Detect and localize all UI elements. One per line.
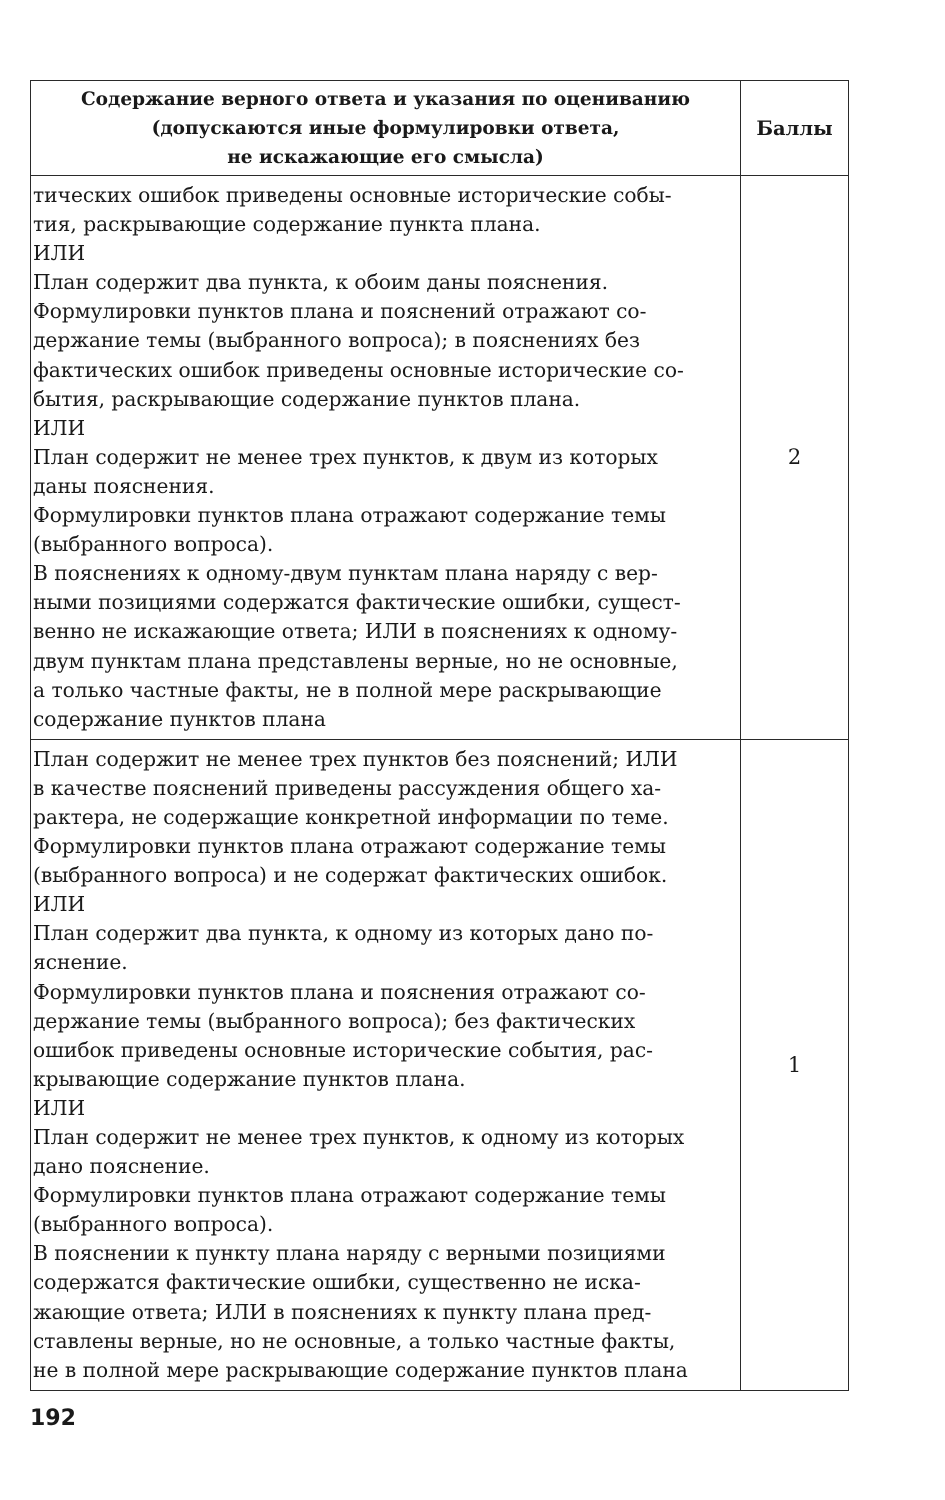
text-line: рактера, не содержащие конкретной информации по теме. bbox=[33, 804, 669, 829]
text-line: (выбранного вопроса). bbox=[33, 532, 274, 557]
text-line: содержатся фактические ошибки, существенно не иска- bbox=[33, 1270, 641, 1295]
text-line: держание темы (выбранного вопроса); без фактических bbox=[33, 1008, 636, 1033]
text-line: жающие ответа; ИЛИ в пояснениях к пункту плана пред- bbox=[33, 1299, 652, 1324]
header-points-cell: Баллы bbox=[741, 81, 849, 176]
table-row bbox=[31, 739, 849, 1390]
header-line: (допускаются иные формулировки ответа, bbox=[151, 117, 620, 139]
text-line: (выбранного вопроса) и не содержат фактических ошибок. bbox=[33, 863, 668, 888]
text-line: а только частные факты, не в полной мере раскрывающие bbox=[33, 677, 662, 702]
text-line: не в полной мере раскрывающие содержание пунктов плана bbox=[33, 1357, 688, 1382]
table-row bbox=[31, 176, 849, 740]
text-line: ставлены верные, но не основные, а только частные факты, bbox=[33, 1328, 676, 1353]
header-line: не искажающие его смысла) bbox=[227, 146, 544, 168]
grading-table bbox=[30, 80, 849, 1391]
text-line: План содержит не менее трех пунктов, к двум из которых bbox=[33, 444, 658, 469]
text-line: крывающие содержание пунктов плана. bbox=[33, 1066, 466, 1091]
text-line: ными позициями содержатся фактические ошибки, сущест- bbox=[33, 590, 681, 615]
text-line: План содержит два пункта, к одному из которых дано по- bbox=[33, 921, 654, 946]
text-line: План содержит не менее трех пунктов, к одному из которых bbox=[33, 1125, 685, 1149]
text-line: ИЛИ bbox=[33, 415, 86, 440]
text-line: В пояснениях к одному-двум пунктам плана наряду с вер- bbox=[33, 561, 658, 586]
text-line: венно не искажающие ответа; ИЛИ в пояснениях к одному- bbox=[33, 619, 678, 644]
text-line: Формулировки пунктов плана отражают содержание темы bbox=[33, 834, 666, 859]
score-cell: 1 bbox=[741, 739, 849, 1390]
text-line: содержание пунктов плана bbox=[33, 706, 326, 731]
text-line: ошибок приведены основные исторические события, рас- bbox=[33, 1037, 653, 1062]
text-line: Формулировки пунктов плана отражают содержание темы bbox=[33, 503, 666, 528]
text-line: План содержит не менее трех пунктов без пояснений; ИЛИ bbox=[33, 746, 678, 771]
text-line: бытия, раскрывающие содержание пунктов плана. bbox=[33, 386, 581, 411]
text-line: (выбранного вопроса). bbox=[33, 1212, 274, 1237]
text-line: дано пояснение. bbox=[33, 1154, 210, 1179]
text-line: тия, раскрывающие содержание пункта плана. bbox=[33, 212, 541, 237]
criteria-cell bbox=[31, 176, 741, 740]
text-line: держание темы (выбранного вопроса); в пояснениях без bbox=[33, 328, 640, 353]
text-line: План содержит два пункта, к обоим даны пояснения. bbox=[33, 270, 608, 295]
score-cell: 2 bbox=[741, 176, 849, 740]
header-line: Содержание верного ответа и указания по оцениванию bbox=[80, 88, 691, 110]
text-line: В пояснении к пункту плана наряду с верными позициями bbox=[33, 1241, 666, 1266]
text-line: Формулировки пунктов плана и пояснения отражают со- bbox=[33, 979, 646, 1004]
text-line: тических ошибок приведены основные исторические собы- bbox=[33, 183, 672, 207]
text-line: в качестве пояснений приведены рассуждения общего ха- bbox=[33, 775, 662, 800]
text-line: ИЛИ bbox=[33, 892, 86, 917]
text-line: двум пунктам плана представлены верные, но не основные, bbox=[33, 648, 678, 673]
text-line: Формулировки пунктов плана и пояснений отражают со- bbox=[33, 299, 647, 324]
text-line: ИЛИ bbox=[33, 1095, 86, 1120]
text-line: Формулировки пунктов плана отражают содержание темы bbox=[33, 1183, 666, 1208]
header-content-cell bbox=[31, 81, 741, 176]
text-line: яснение. bbox=[33, 950, 128, 975]
table-header-row bbox=[31, 81, 849, 176]
text-line: фактических ошибок приведены основные исторические со- bbox=[33, 357, 684, 382]
page-number: 192 bbox=[30, 1406, 76, 1431]
criteria-cell bbox=[31, 739, 741, 1390]
text-line: ИЛИ bbox=[33, 241, 86, 266]
text-line: даны пояснения. bbox=[33, 473, 215, 498]
